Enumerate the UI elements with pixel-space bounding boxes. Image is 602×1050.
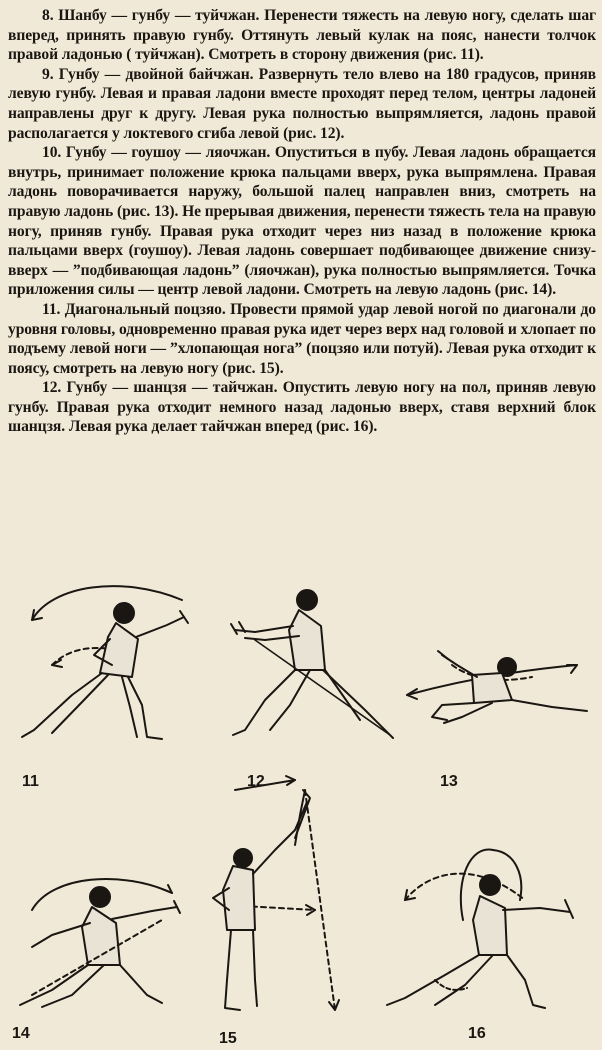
figure-label-16: 16 bbox=[468, 1025, 486, 1042]
figure-upper-block-illustration bbox=[375, 840, 590, 1020]
figure-14 bbox=[12, 815, 202, 1042]
figure-11 bbox=[12, 565, 207, 790]
figure-label-13: 13 bbox=[440, 773, 458, 790]
figure-label-11: 11 bbox=[22, 773, 39, 790]
paragraph-8: 8. Шанбу — гунбу — туйчжан. Перенести тяжесть на левую ногу, сделать шаг вперед, принять правую гунбу. Оттянуть левый кулак на пояс, нанести толчок правой ладонью ( туйчжан). Смотреть в сторону движения (рис. 11). bbox=[8, 7, 596, 64]
figure-16 bbox=[375, 840, 590, 1042]
figure-stance-push-illustration bbox=[12, 565, 207, 765]
figure-12 bbox=[215, 570, 410, 790]
figure-label-14: 14 bbox=[12, 1025, 30, 1042]
figure-label-12: 12 bbox=[247, 773, 265, 790]
figure-area bbox=[0, 545, 602, 1050]
figure-15 bbox=[195, 770, 370, 1047]
paragraph-12: 12. Гунбу — шанцзя — тайчжан. Опустить левую ногу на пол, приняв левую гунбу. Правая рука отходит немного назад ладонью вверх, ставя верхний блок шанцзя. Левая рука делает тайчжан вперед (рис. 16). bbox=[8, 379, 596, 436]
figure-low-crouch-illustration bbox=[402, 645, 592, 735]
figure-13 bbox=[402, 645, 592, 790]
paragraph-11: 11. Диагональный поцзяо. Провести прямой удар левой ногой по диагонали до уровня головы, одновременно правая рука идет через верх над головой и хлопает по подъему левой ноги — ”хлопающая нога” (поцзяо или потуй). Левая рука отходит к поясу, смотреть на левую ногу (рис. 15). bbox=[8, 300, 596, 377]
figure-high-kick-illustration bbox=[195, 770, 370, 1025]
figure-label-15: 15 bbox=[219, 1030, 237, 1047]
figure-uppercut-palm-illustration bbox=[12, 815, 202, 1015]
body-text bbox=[8, 6, 596, 437]
figure-double-palm-illustration bbox=[215, 570, 410, 760]
paragraph-10: 10. Гунбу — гоушоу — ляочжан. Опуститься в пубу. Левая ладонь обращается внутрь, принимает положение крюка пальцами вверх, рука выпрямлена. Правая ладонь поворачивается наружу, большой палец направлен вниз, смотреть на правую ладонь (рис. 13). Не прерывая движения, перенести тяжесть тела на правую ногу, приняв гунбу. Правая рука отходит через низ назад в положение крюка пальцами вверх (гоушоу). Левая ладонь совершает подбивающее движение снизу-вверх — ”подбивающая ладонь” (ляочжан), рука полностью выпрямляется. Точка приложения силы — центр левой ладони. Смотреть на левую ладонь (рис. 14). bbox=[8, 144, 596, 299]
paragraph-9: 9. Гунбу — двойной байчжан. Развернуть тело влево на 180 градусов, приняв левую гунбу. Левая и правая ладони вместе проходят перед телом, центры ладоней направлены друг к другу. Левая рука полностью выпрямляется, ладонь правой располагается у локтевого сгиба левой (рис. 12). bbox=[8, 65, 596, 142]
